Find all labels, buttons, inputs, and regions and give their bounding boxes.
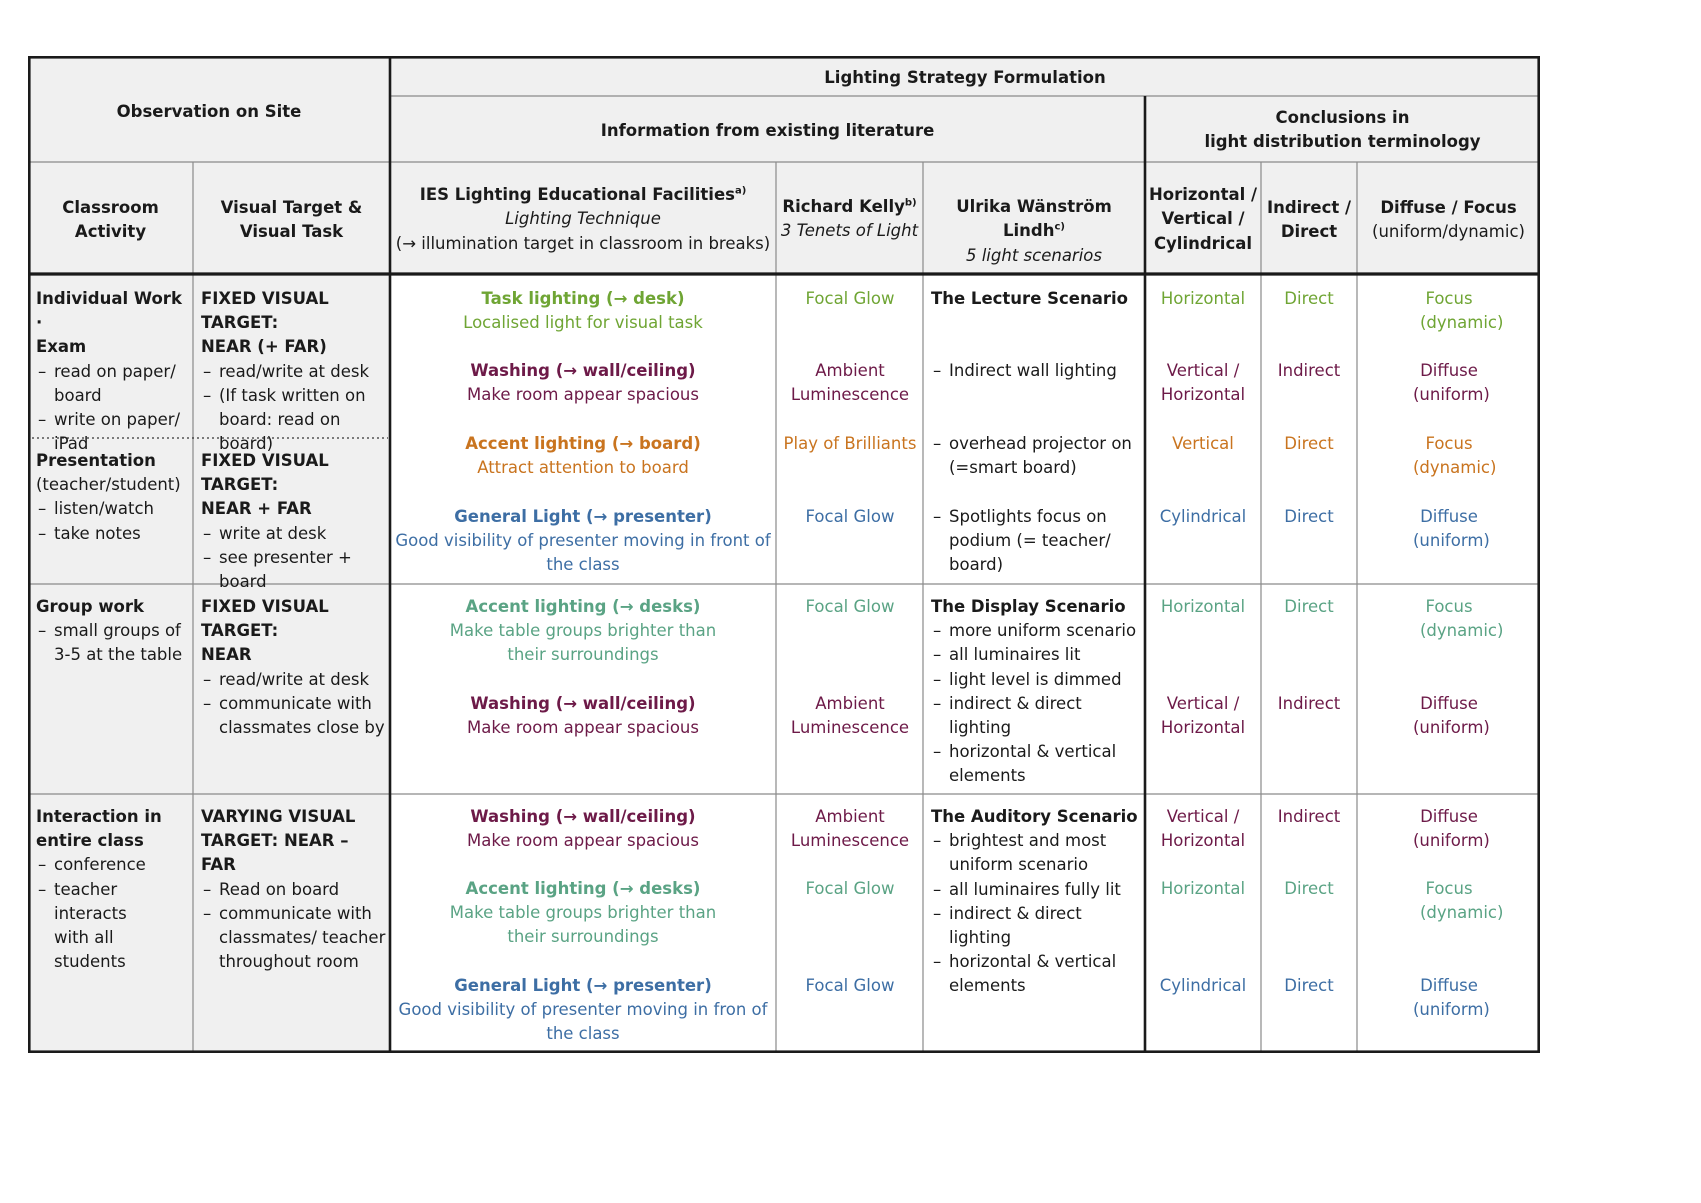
activity-presentation — [36, 449, 191, 546]
list-item: – take notes — [36, 522, 191, 546]
list-item: – Indirect wall lighting — [931, 359, 1141, 383]
diffuse-focus-value: Diffuse (uniform) — [1413, 976, 1490, 1020]
observation-on-site-header: Observation on Site — [116, 102, 302, 121]
hvc-header-line3: Cylindrical — [1153, 233, 1253, 253]
ies-title-text: IES Lighting Educational Facilities — [419, 185, 735, 204]
activity-list — [36, 360, 191, 457]
hvc-value: Vertical / Horizontal — [1160, 694, 1246, 738]
ies-header-title — [390, 183, 776, 207]
ies-technique-title: Task lighting (→ desk) — [481, 289, 685, 308]
list-item: – horizontal & vertical elements — [931, 740, 1143, 788]
kelly-header-subtitle: 3 Tenets of Light — [780, 221, 919, 241]
list-item: – communicate with classmates close by — [201, 692, 386, 740]
visual-task-list — [201, 668, 386, 741]
indirect-direct-value: Indirect — [1277, 694, 1341, 713]
diffuse-focus-value: Focus (dynamic) — [1420, 879, 1504, 923]
visual-target-title-line2: NEAR + FAR — [201, 499, 312, 519]
ies-technique-title: Washing (→ wall/ceiling) — [470, 807, 696, 826]
hvc-header-line1: Horizontal / — [1148, 185, 1258, 204]
activity-title: Presentation — [36, 451, 156, 470]
lindh-scenario-title: The Auditory Scenario — [931, 807, 1138, 826]
activity-interaction-entire-class — [36, 805, 191, 974]
kelly-tenet: Focal Glow — [805, 507, 895, 526]
activity-list — [36, 497, 191, 545]
lindh-header — [923, 195, 1145, 268]
conclusions-header-line2: light distribution terminology — [1204, 132, 1481, 152]
visual-target-header — [193, 196, 390, 245]
indirect-direct-header-line1: Indirect / — [1266, 198, 1352, 217]
visual-target-varying — [201, 805, 386, 974]
list-item: – teacher interacts with all students — [36, 878, 156, 975]
hvc-value: Horizontal — [1160, 289, 1246, 308]
hvc-value: Horizontal — [1160, 879, 1246, 898]
ies-technique-title: General Light (→ presenter) — [454, 507, 712, 526]
kelly-tenet: Ambient Luminescence — [790, 807, 910, 851]
diffuse-focus-value: Diffuse (uniform) — [1413, 807, 1490, 851]
diffuse-focus-header-title: Diffuse / Focus — [1380, 198, 1517, 217]
diffuse-focus-value: Diffuse (uniform) — [1413, 361, 1490, 405]
list-item: – see presenter + board — [201, 546, 386, 594]
kelly-tenet: Focal Glow — [805, 597, 895, 616]
ies-technique-description: Good visibility of presenter moving in fron of the class — [398, 1000, 768, 1044]
kelly-tenet: Play of Brilliants — [783, 434, 917, 453]
diffuse-focus-value: Focus (dynamic) — [1420, 289, 1504, 333]
diffuse-focus-value: Diffuse (uniform) — [1413, 507, 1490, 551]
ies-technique-description: Attract attention to board — [477, 458, 689, 478]
kelly-tenet: Focal Glow — [805, 976, 895, 995]
kelly-title-text: Richard Kelly — [782, 197, 905, 216]
visual-target-title-line1: FIXED VISUAL TARGET: — [201, 289, 329, 333]
visual-target-title-line1: FIXED VISUAL TARGET: — [201, 597, 329, 641]
classroom-activity-header-line1: Classroom — [62, 198, 159, 217]
activity-title-line1: Individual Work · — [36, 289, 182, 333]
ies-footnote-mark: a) — [734, 185, 747, 197]
ies-technique-title: Washing (→ wall/ceiling) — [470, 694, 696, 713]
list-item: – light level is dimmed — [931, 668, 1143, 692]
list-item: – overhead projector on (=smart board) — [931, 432, 1141, 480]
ies-technique-title: Accent lighting (→ board) — [465, 434, 701, 453]
kelly-header-title — [776, 195, 923, 219]
list-item: – all luminaires fully lit — [931, 878, 1143, 902]
visual-target-near-plus-far — [201, 449, 386, 594]
lindh-scenario-list — [931, 619, 1143, 788]
conclusions-header — [1145, 106, 1540, 155]
lindh-footnote-mark: c) — [1054, 221, 1065, 233]
indirect-direct-value: Indirect — [1277, 361, 1341, 380]
hvc-header-line2: Vertical / — [1161, 209, 1245, 229]
ies-technique-description: Good visibility of presenter moving in front of the class — [395, 531, 771, 575]
visual-target-title-line1: VARYING VISUAL — [201, 807, 356, 826]
ies-technique-title: General Light (→ presenter) — [454, 976, 712, 995]
activity-title: Group work — [36, 597, 145, 616]
list-item: – listen/watch — [36, 497, 191, 521]
ies-general-light-presenter — [392, 505, 774, 578]
lindh-auditory-scenario — [931, 805, 1143, 999]
list-item: – all luminaires lit — [931, 643, 1143, 667]
ies-technique-title: Washing (→ wall/ceiling) — [470, 361, 696, 380]
indirect-direct-value: Direct — [1284, 976, 1334, 995]
hvc-value: Cylindrical — [1159, 507, 1247, 526]
kelly-footnote-mark: b) — [904, 197, 917, 209]
literature-header: Information from existing literature — [600, 121, 935, 140]
lindh-display-scenario — [931, 595, 1143, 789]
hvc-value: Horizontal — [1160, 597, 1246, 616]
hvc-value: Vertical / Horizontal — [1160, 361, 1246, 405]
diffuse-focus-header — [1357, 196, 1540, 245]
hvc-header — [1145, 183, 1261, 256]
list-item: – Read on board — [201, 878, 386, 902]
ies-technique-title: Accent lighting (→ desks) — [465, 597, 701, 616]
kelly-tenet: Focal Glow — [805, 289, 895, 308]
ies-washing — [392, 805, 774, 853]
visual-target-title-line2: NEAR (+ FAR) — [201, 337, 327, 357]
ies-technique-description: Make room appear spacious — [467, 831, 699, 851]
visual-target-title-line2: NEAR — [201, 645, 252, 665]
ies-technique-description: Make table groups brighter than their surroundings — [449, 621, 717, 665]
indirect-direct-value: Direct — [1284, 879, 1334, 898]
list-item: – write on paper/ iPad — [36, 408, 191, 456]
diffuse-focus-value: Diffuse (uniform) — [1413, 694, 1490, 738]
indirect-direct-value: Direct — [1284, 597, 1334, 616]
ies-washing — [392, 359, 774, 407]
hvc-value: Cylindrical — [1159, 976, 1247, 995]
classroom-activity-header-line2: Activity — [74, 222, 147, 242]
lindh-scenario-list — [931, 359, 1141, 383]
list-item: – horizontal & vertical elements — [931, 950, 1143, 998]
ies-task-lighting — [392, 287, 774, 335]
visual-task-list — [201, 878, 386, 975]
activity-title-line2: Exam — [36, 337, 87, 357]
ies-technique-description: Make room appear spacious — [467, 718, 699, 738]
list-item: – brightest and most uniform scenario — [931, 829, 1143, 877]
list-item: – communicate with classmates/ teacher throughout room — [201, 902, 386, 975]
visual-target-near-far — [201, 287, 386, 456]
lindh-scenario-list — [931, 505, 1131, 578]
activity-group-work — [36, 595, 191, 668]
kelly-tenet: Focal Glow — [805, 879, 895, 898]
list-item: – more uniform scenario — [931, 619, 1143, 643]
conclusions-header-line1: Conclusions in — [1275, 108, 1410, 127]
diffuse-focus-header-subtitle: (uniform/dynamic) — [1372, 222, 1525, 242]
lighting-strategy-table — [28, 56, 1540, 1053]
visual-target-header-line1: Visual Target & — [220, 198, 363, 217]
list-item: – conference — [36, 853, 156, 877]
indirect-direct-header-line2: Direct — [1280, 222, 1338, 242]
list-item: – (If task written on board: read on board) — [201, 384, 386, 457]
ies-header-note: (→ illumination target in classroom in breaks) — [395, 233, 771, 253]
lindh-scenario-list — [931, 829, 1143, 998]
list-item: – indirect & direct lighting — [931, 692, 1143, 740]
visual-target-title-line2: TARGET: NEAR – FAR — [201, 831, 349, 875]
lindh-scenario-title: The Lecture Scenario — [931, 289, 1128, 308]
hvc-value: Vertical / Horizontal — [1160, 807, 1246, 851]
lindh-scenario-list — [931, 432, 1141, 480]
list-item: – small groups of 3-5 at the table — [36, 619, 191, 667]
kelly-tenet: Ambient Luminescence — [790, 361, 910, 405]
ies-general-light-presenter — [392, 974, 774, 1047]
ies-technique-description: Localised light for visual task — [463, 313, 703, 333]
hvc-value: Vertical — [1172, 434, 1234, 453]
ies-header — [390, 183, 776, 256]
visual-target-title-line1: FIXED VISUAL TARGET: — [201, 451, 329, 495]
list-item: – read/write at desk — [201, 360, 386, 384]
list-item: – indirect & direct lighting — [931, 902, 1143, 950]
lindh-title-text: Ulrika Wänström Lindh — [956, 197, 1112, 241]
lighting-strategy-header: Lighting Strategy Formulation — [824, 68, 1106, 87]
list-item: – read/write at desk — [201, 668, 386, 692]
ies-technique-title: Accent lighting (→ desks) — [465, 879, 701, 898]
activity-list — [36, 853, 156, 974]
ies-technique-description: Make table groups brighter than their surroundings — [449, 903, 717, 947]
classroom-activity-header — [28, 196, 193, 245]
ies-accent-lighting-desks — [428, 595, 738, 668]
activity-subtitle: (teacher/student) — [36, 475, 181, 495]
visual-task-list — [201, 522, 386, 595]
activity-title-line1: Interaction in — [36, 807, 162, 826]
activity-title-line2: entire class — [36, 831, 144, 851]
kelly-tenet: Ambient Luminescence — [790, 694, 910, 738]
activity-individual-work — [36, 287, 191, 456]
indirect-direct-value: Direct — [1284, 289, 1334, 308]
visual-task-list — [201, 360, 386, 457]
ies-washing — [392, 692, 774, 740]
list-item: – Spotlights focus on podium (= teacher/ board) — [931, 505, 1131, 578]
indirect-direct-header — [1261, 196, 1357, 245]
ies-technique-description: Make room appear spacious — [467, 385, 699, 405]
lindh-header-subtitle: 5 light scenarios — [965, 245, 1102, 265]
ies-accent-lighting-desks — [428, 877, 738, 950]
diffuse-focus-value: Focus (dynamic) — [1413, 434, 1497, 478]
list-item: – write at desk — [201, 522, 386, 546]
visual-target-header-line2: Visual Task — [239, 222, 344, 242]
visual-target-near — [201, 595, 386, 740]
activity-list — [36, 619, 191, 667]
lindh-header-title — [923, 195, 1145, 244]
diffuse-focus-value: Focus (dynamic) — [1420, 597, 1504, 641]
lindh-scenario-title: The Display Scenario — [931, 597, 1126, 616]
indirect-direct-value: Indirect — [1277, 807, 1341, 826]
indirect-direct-value: Direct — [1284, 507, 1334, 526]
kelly-header — [776, 195, 923, 244]
indirect-direct-value: Direct — [1284, 434, 1334, 453]
ies-header-subtitle: Lighting Technique — [505, 209, 661, 229]
list-item: – read on paper/ board — [36, 360, 191, 408]
ies-accent-lighting-board — [392, 432, 774, 480]
